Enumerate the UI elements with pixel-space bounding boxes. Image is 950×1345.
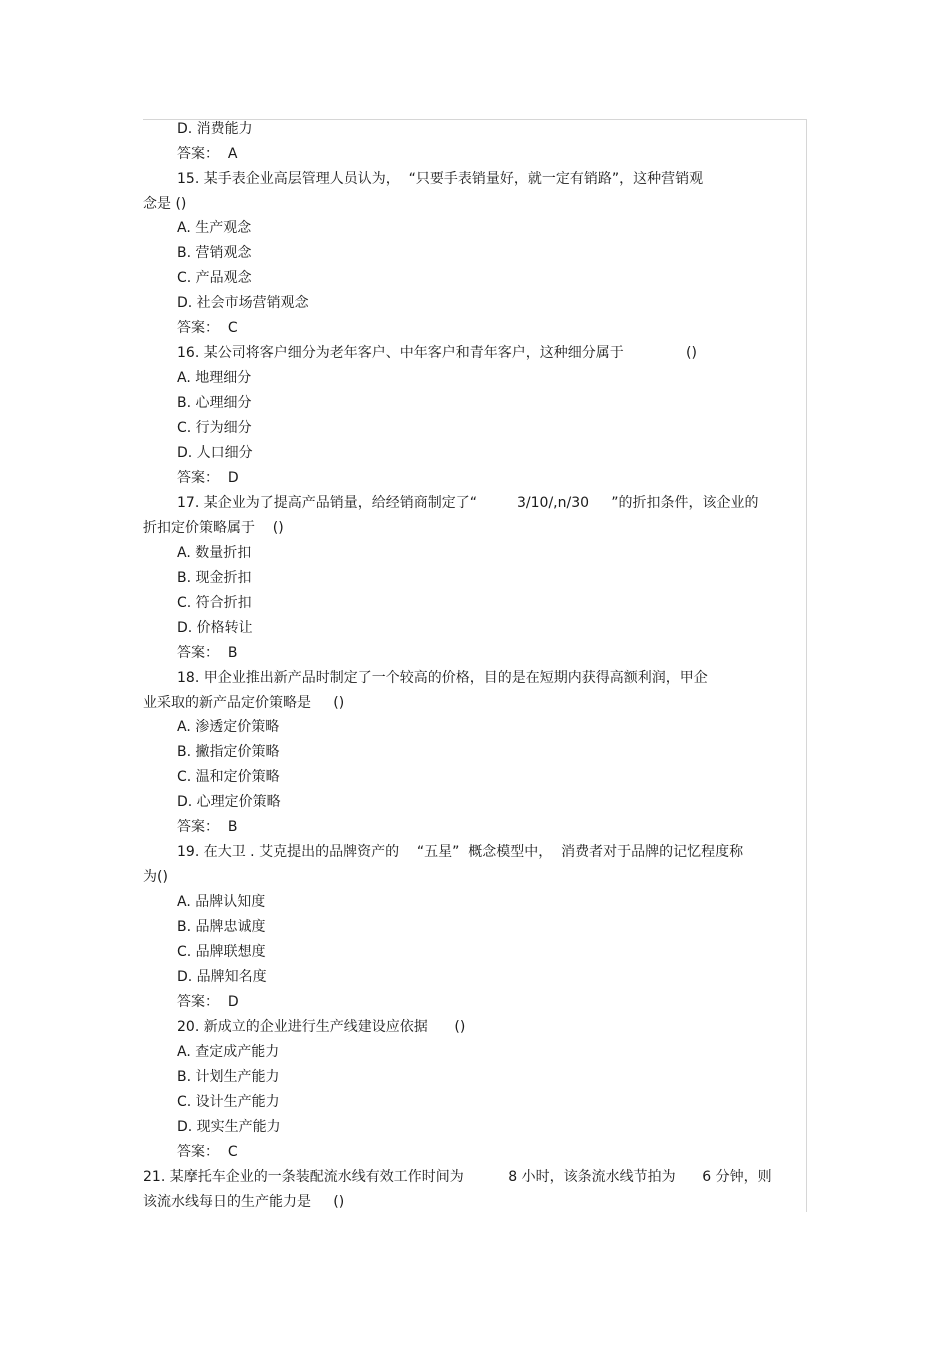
text-line: 该流水线每日的生产能力是 () (143, 1194, 345, 1210)
text-line: C. 行为细分 (177, 420, 252, 436)
text-line: D. 现实生产能力 (177, 1119, 281, 1135)
text-line: A. 生产观念 (177, 220, 252, 236)
text-line: 为() (143, 869, 168, 885)
text-line: 业采取的新产品定价策略是 () (143, 695, 345, 711)
text-line: 20. 新成立的企业进行生产线建设应依据 () (177, 1019, 466, 1035)
text-line: A. 数量折扣 (177, 545, 252, 561)
text-line: B. 品牌忠诚度 (177, 919, 266, 935)
text-line: B. 心理细分 (177, 395, 252, 411)
text-line: 折扣定价策略属于 () (143, 520, 284, 536)
text-line: 18. 甲企业推出新产品时制定了一个较高的价格，目的是在短期内获得高额利润，甲企 (177, 670, 708, 686)
text-line: A. 渗透定价策略 (177, 719, 280, 735)
text-line: 答案： B (177, 645, 238, 661)
text-line: D. 心理定价策略 (177, 794, 281, 810)
text-line: C. 设计生产能力 (177, 1094, 280, 1110)
text-line: C. 温和定价策略 (177, 769, 280, 785)
text-line: A. 品牌认知度 (177, 894, 266, 910)
text-line: 答案： C (177, 1144, 238, 1160)
text-line: B. 营销观念 (177, 245, 252, 261)
text-line: 念是 () (143, 196, 187, 212)
text-line: 答案： A (177, 146, 238, 162)
text-line: A. 查定成产能力 (177, 1044, 280, 1060)
text-line: D. 消费能力 (177, 121, 253, 137)
text-line: 16. 某公司将客户细分为老年客户、中年客户和青年客户，这种细分属于 () (177, 345, 697, 361)
text-line: 21. 某摩托车企业的一条装配流水线有效工作时间为 8 小时，该条流水线节拍为 6 分钟，则 (143, 1169, 772, 1185)
text-line: C. 符合折扣 (177, 595, 252, 611)
text-line: C. 品牌联想度 (177, 944, 266, 960)
text-line: D. 价格转让 (177, 620, 253, 636)
text-line: 19. 在大卫 . 艾克提出的品牌资产的 “五星” 概念模型中， 消费者对于品牌的记忆程度称 (177, 844, 744, 860)
text-line: D. 社会市场营销观念 (177, 295, 309, 311)
text-line: 答案： D (177, 994, 239, 1010)
text-line: 15. 某手表企业高层管理人员认为， “只要手表销量好，就一定有销路”，这种营销观 (177, 171, 704, 187)
text-line: C. 产品观念 (177, 270, 252, 286)
text-line: B. 现金折扣 (177, 570, 252, 586)
text-line: 答案： D (177, 470, 239, 486)
text-line: A. 地理细分 (177, 370, 252, 386)
text-line: B. 撇指定价策略 (177, 744, 280, 760)
text-line: 答案： B (177, 819, 238, 835)
text-line: 17. 某企业为了提高产品销量，给经销商制定了“ 3/10/,n/30 ”的折扣条件，该企业的 (177, 495, 759, 511)
text-line: B. 计划生产能力 (177, 1069, 280, 1085)
text-line: D. 人口细分 (177, 445, 253, 461)
page-frame-right-border (806, 119, 807, 1212)
text-line: 答案： C (177, 320, 238, 336)
text-line: D. 品牌知名度 (177, 969, 267, 985)
